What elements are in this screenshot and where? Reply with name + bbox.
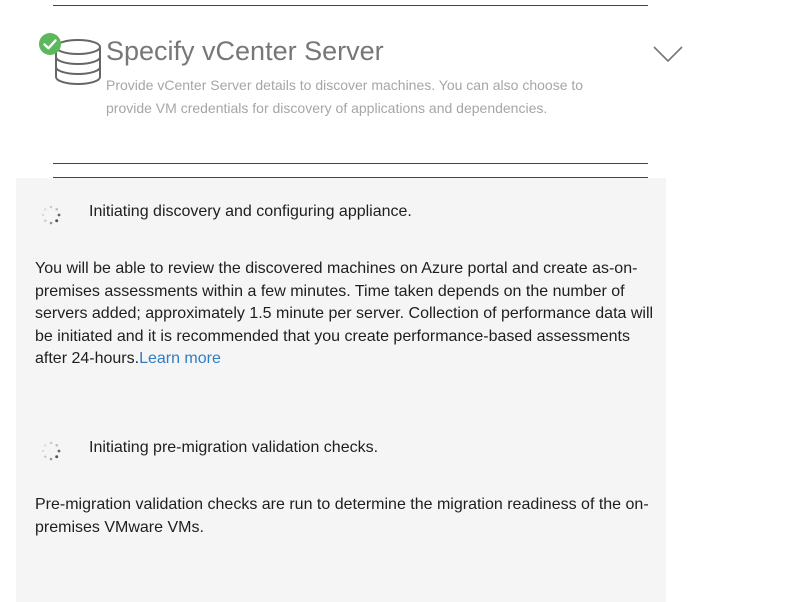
step-header-vcenter <box>0 0 794 165</box>
validation-description: Pre-migration validation checks are run to determine the migration readiness of the on-premises VMware VMs. <box>35 496 649 536</box>
loading-spinner-icon <box>40 440 62 462</box>
chevron-down-icon[interactable] <box>652 44 684 64</box>
learn-more-link[interactable]: Learn more <box>139 350 221 367</box>
check-circle-icon <box>38 32 62 56</box>
header-divider <box>53 163 648 164</box>
step-title: Specify vCenter Server <box>106 36 384 66</box>
validation-status-text: Initiating pre-migration validation checks. <box>89 439 379 456</box>
discovery-description-text: You will be able to review the discovered machines on Azure portal and create as-on-premises assessments within a few minutes. Time taken depends on the number of servers added; approximately 1.5 minute per server. Collection of performance data will be initiated and it is recommended that you create performance-based assessments after 24-hours. <box>35 260 654 367</box>
discovery-status-text: Initiating discovery and configuring appliance. <box>89 203 412 220</box>
discovery-status-row <box>16 200 666 226</box>
loading-spinner-icon <box>40 204 62 226</box>
discovery-description <box>35 258 660 371</box>
progress-panel <box>16 178 666 602</box>
step-description: Provide vCenter Server details to discover machines. You can also choose to provide VM credentials for discovery of applications and dependencies. <box>106 77 584 116</box>
validation-status-row <box>16 436 666 462</box>
